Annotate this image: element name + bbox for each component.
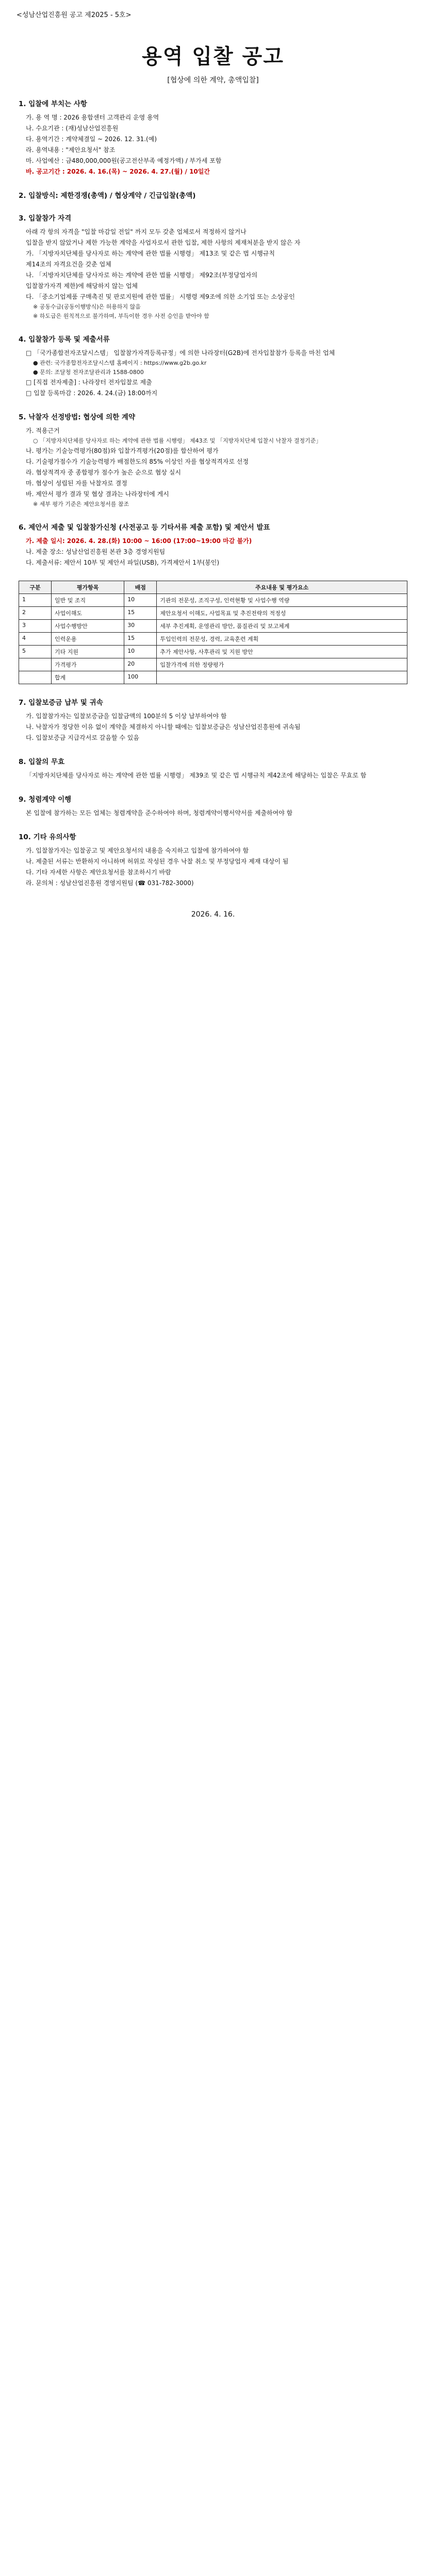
section-line: ※ 하도급은 원칙적으로 불가하며, 부득이한 경우 사전 승인을 받아야 함 bbox=[33, 313, 209, 319]
table-cell: 제안요청서 이해도, 사업목표 및 추진전략의 적정성 bbox=[157, 607, 407, 620]
section-line: 바. 제안서 평가 결과 및 협상 결과는 나라장터에 게시 bbox=[26, 490, 169, 498]
table-cell bbox=[19, 658, 52, 671]
table-cell: 세부 추진계획, 운영관리 방안, 품질관리 및 보고체계 bbox=[157, 620, 407, 633]
section-title: 8. 입찰의 무효 bbox=[19, 758, 65, 766]
section-title: 2. 입찰방식: 제한경쟁(총액) / 협상계약 / 긴급입찰(총액) bbox=[19, 192, 196, 200]
title-block bbox=[0, 40, 426, 85]
section-line: 다. 용역기간 : 계약체결일 ~ 2026. 12. 31.(예) bbox=[26, 135, 157, 143]
section-a1 bbox=[19, 190, 407, 200]
section-line: □ 「국가종합전자조달시스템」 입찰참가자격등록규정」에 의한 나라장터(G2B)에 전자입찰참가 등록을 마친 업체 bbox=[26, 349, 335, 357]
table-row bbox=[19, 646, 407, 658]
table-cell: 3 bbox=[19, 620, 52, 633]
notice-number: <성남산업진흥원 공고 제2025 - 5호> bbox=[17, 11, 132, 19]
table-cell: 사업이해도 bbox=[52, 607, 124, 620]
table-cell: 5 bbox=[19, 646, 52, 658]
table-cell: 15 bbox=[124, 633, 157, 646]
section-line: 다. 입찰보증금 지급각서로 갈음할 수 있음 bbox=[26, 734, 139, 741]
table-cell: 추가 제안사항, 사후관리 및 지원 방안 bbox=[157, 646, 407, 658]
table-cell: 기타 지원 bbox=[52, 646, 124, 658]
section-line: 제14조의 자격요건을 갖춘 업체 bbox=[26, 261, 111, 268]
section-a3 bbox=[19, 333, 407, 399]
section-line: ○ 「지방자치단체를 당사자로 하는 계약에 관한 법률 시행령」 제43조 및 「지방자치단체 입찰시 낙찰자 결정기준」 bbox=[33, 437, 322, 444]
section-title: 5. 낙찰자 선정방법: 협상에 의한 계약 bbox=[19, 413, 135, 421]
table-header-cell: 배점 bbox=[124, 581, 157, 594]
section-title: 1. 입찰에 부치는 사항 bbox=[19, 100, 87, 108]
table-cell: 합계 bbox=[52, 671, 124, 684]
section-line: 가. 용 역 명 : 2026 용합센터 고객관리 운영 용역 bbox=[26, 114, 159, 121]
section-line: 아래 각 항의 자격을 "입찰 마감일 전일" 까지 모두 갖춘 업체로서 적정하지 않거나 bbox=[26, 228, 247, 235]
table-row bbox=[19, 633, 407, 646]
table-row bbox=[19, 607, 407, 620]
notice-date: 2026. 4. 16. bbox=[191, 910, 235, 919]
section-line: ● 문의: 조달청 전자조달관리과 1588-0800 bbox=[33, 369, 144, 376]
section-line: 「지방자치단체를 당사자로 하는 계약에 관한 법률 시행령」 제39조 및 같은 법 시행규칙 제42조에 해당하는 입찰은 무효로 함 bbox=[26, 772, 367, 779]
section-line: ※ 세부 평가 기준은 제안요청서를 참조 bbox=[33, 501, 129, 507]
section-b1 bbox=[19, 756, 407, 781]
section-line: 마. 협상이 성립된 자를 낙찰자로 결정 bbox=[26, 480, 127, 487]
section-line: 라. 협상적격자 중 종합평가 점수가 높은 순으로 협상 실시 bbox=[26, 469, 181, 476]
section-line: □ [직접 전자제출] : 나라장터 전자입찰로 제출 bbox=[26, 379, 152, 386]
table-cell: 입찰가격에 의한 정량평가 bbox=[157, 658, 407, 671]
table-cell: 10 bbox=[124, 646, 157, 658]
section-line: 나. 수요기관 : (재)성남산업진흥원 bbox=[26, 125, 119, 132]
page-subtitle: [협상에 의한 계약, 총액입찰] bbox=[167, 76, 259, 84]
section-line: 라. 문의처 : 성남산업진흥원 경영지원팀 (☎ 031-782-3000) bbox=[26, 879, 194, 887]
section-line: 나. 제출 장소: 성남산업진흥원 본관 3층 경영지원팀 bbox=[26, 548, 166, 555]
section-line: 바. 공고기간 : 2026. 4. 16.(목) ~ 2026. 4. 27.(월) / 10일간 bbox=[26, 168, 210, 175]
section-b2 bbox=[19, 793, 407, 819]
section-line: 가. 「지방자치단체를 당사자로 하는 계약에 관한 법률 시행령」 제13조 및 같은 법 시행규칙 bbox=[26, 250, 275, 257]
section-line: 본 입찰에 참가하는 모든 업체는 청렴계약을 준수하여야 하며, 청렴계약이행서약서를 제출하여야 함 bbox=[26, 809, 293, 817]
section-line: 마. 사업예산 : 금480,000,000원(공고전산부족 예정가액) / 부가세 포함 bbox=[26, 157, 222, 164]
section-title: 10. 기타 유의사항 bbox=[19, 833, 76, 841]
table-row bbox=[19, 658, 407, 671]
section-a2 bbox=[19, 212, 407, 321]
table-cell: 일반 및 조직 bbox=[52, 594, 124, 607]
table-cell: 1 bbox=[19, 594, 52, 607]
table-header-cell: 주요내용 및 평가요소 bbox=[157, 581, 407, 594]
section-b3 bbox=[19, 831, 407, 889]
section-line: □ 입찰 등록마감 : 2026. 4. 24.(금) 18:00까지 bbox=[26, 389, 158, 397]
section-line: 가. 입찰참가자는 입찰공고 및 제안요청서의 내용을 숙지하고 입찰에 참가하여야 함 bbox=[26, 847, 249, 854]
section-title: 6. 제안서 제출 및 입찰참가신청 (사전공고 등 기타서류 제출 포함) 및 제안서 발표 bbox=[19, 523, 270, 532]
section-line: ※ 공동수급(공동이행방식)은 허용하지 않음 bbox=[33, 303, 141, 310]
table-cell: 10 bbox=[124, 594, 157, 607]
section-line: 가. 적용근거 bbox=[26, 427, 60, 434]
section-line: 라. 용역내용 : "제안요청서" 참조 bbox=[26, 146, 116, 154]
section-a5 bbox=[19, 521, 407, 568]
table-cell: 기관의 전문성, 조직구성, 인력현황 및 사업수행 역량 bbox=[157, 594, 407, 607]
table-cell: 인력운용 bbox=[52, 633, 124, 646]
table-cell: 4 bbox=[19, 633, 52, 646]
table-row bbox=[19, 671, 407, 684]
table-cell: 15 bbox=[124, 607, 157, 620]
section-b0 bbox=[19, 697, 407, 743]
section-line: 가. 제출 일시: 2026. 4. 28.(화) 10:00 ~ 16:00 (17:00~19:00 마감 불가) bbox=[26, 537, 252, 545]
evaluation-table-wrap bbox=[19, 581, 407, 684]
table-header-cell: 평가항목 bbox=[52, 581, 124, 594]
table-row bbox=[19, 594, 407, 607]
table-cell: 사업수행방안 bbox=[52, 620, 124, 633]
section-line: 나. 낙찰자가 정당한 이유 없이 계약을 체결하지 아니할 때에는 입찰보증금은 성남산업진흥원에 귀속됨 bbox=[26, 723, 301, 731]
table-cell: 30 bbox=[124, 620, 157, 633]
section-line: 나. 「지방자치단체를 당사자로 하는 계약에 관한 법률 시행령」 제92조(부정당업자의 bbox=[26, 272, 258, 279]
table-cell: 투입인력의 전문성, 경력, 교육훈련 계획 bbox=[157, 633, 407, 646]
section-line: 입찰을 받지 않았거나 제한 가능한 계약을 사업자로서 관한 입찰, 제한 사항의 제재처분을 받지 않은 자 bbox=[26, 239, 301, 246]
page-title: 용역 입찰 공고 bbox=[142, 45, 284, 69]
section-line: 입찰참가자격 제한)에 해당하지 않는 업체 bbox=[26, 282, 138, 290]
section-title: 3. 입찰참가 자격 bbox=[19, 214, 72, 223]
table-cell bbox=[19, 671, 52, 684]
section-line: 다. 제출서류: 제안서 10부 및 제안서 파일(USB), 가격제안서 1부(봉인) bbox=[26, 559, 220, 566]
section-title: 4. 입찰참가 등록 및 제출서류 bbox=[19, 335, 110, 344]
notice-body bbox=[19, 98, 407, 920]
section-line: 가. 입찰참가자는 입찰보증금을 입찰금액의 100분의 5 이상 납부하여야 함 bbox=[26, 713, 227, 720]
section-a0 bbox=[19, 98, 407, 177]
section-line: 다. 기타 자세한 사항은 제안요청서를 참조하시기 바람 bbox=[26, 869, 171, 876]
table-cell bbox=[157, 671, 407, 684]
table-cell: 20 bbox=[124, 658, 157, 671]
table-row bbox=[19, 620, 407, 633]
section-line: 다. 「중소기업제품 구매촉진 및 판로지원에 관한 법률」 시행령 제9조에 의한 소기업 또는 소상공인 bbox=[26, 293, 295, 300]
table-cell: 가격평가 bbox=[52, 658, 124, 671]
section-title: 9. 청렴계약 이행 bbox=[19, 795, 72, 804]
section-line: 나. 평가는 기술능력평가(80점)와 입찰가격평가(20점)를 합산하여 평가 bbox=[26, 447, 219, 454]
section-a4 bbox=[19, 411, 407, 509]
table-cell: 100 bbox=[124, 671, 157, 684]
section-line: 다. 기술평가점수가 기술능력평가 배점한도의 85% 이상인 자를 협상적격자로 선정 bbox=[26, 458, 249, 465]
section-line: 나. 제출된 서류는 반환하지 아니하며 허위로 작성된 경우 낙찰 취소 및 부정당업자 제재 대상이 됨 bbox=[26, 858, 289, 865]
table-header-cell: 구분 bbox=[19, 581, 52, 594]
table-cell: 2 bbox=[19, 607, 52, 620]
evaluation-table bbox=[19, 581, 407, 684]
section-line: ● 관련: 국가종합전자조달시스템 홈페이지 : https://www.g2b.go.kr bbox=[33, 360, 207, 366]
section-title: 7. 입찰보증금 납부 및 귀속 bbox=[19, 699, 103, 707]
